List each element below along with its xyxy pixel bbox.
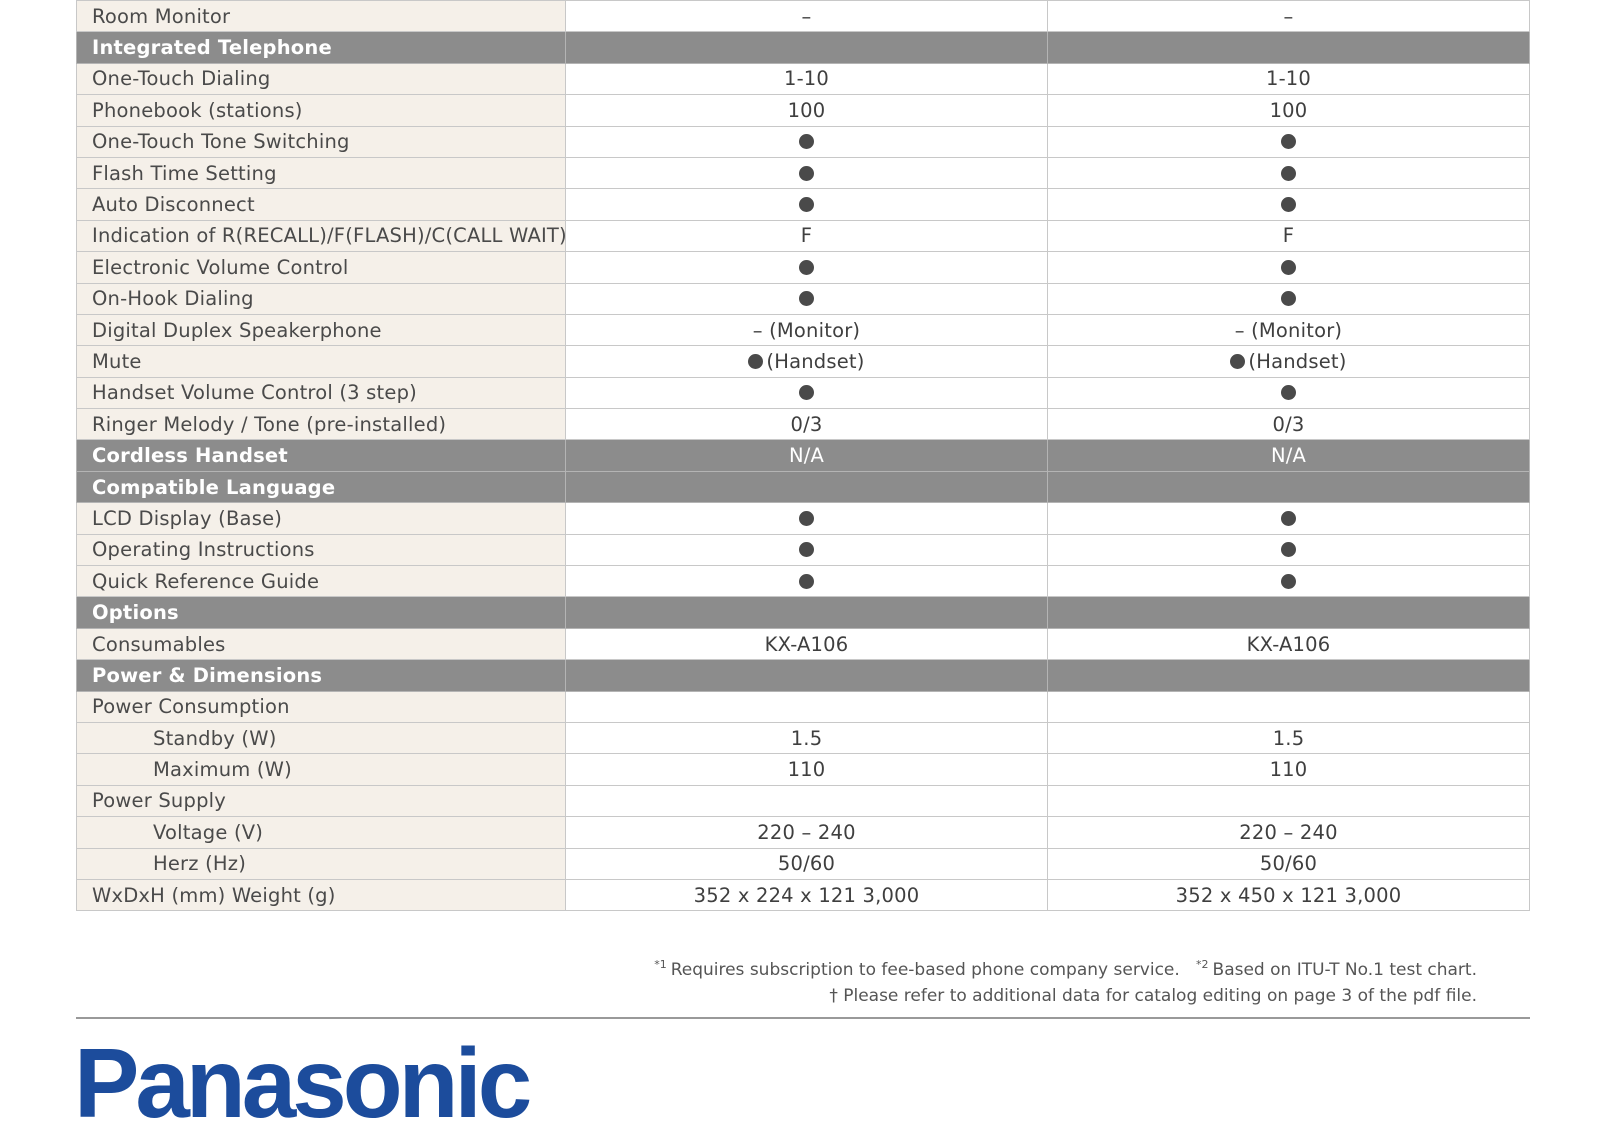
row-label: Room Monitor [77,1,566,32]
value-cell-model-1 [566,534,1048,565]
value-cell-model-1: 0/3 [566,409,1048,440]
table-row [77,722,1530,753]
section-title: Cordless Handset [77,440,566,471]
panasonic-logo: Panasonic [74,1028,529,1138]
table-row [77,628,1530,659]
footnote-line-2: † Please refer to additional data for catalog editing on page 3 of the pdf file. [829,986,1477,1006]
value-cell-model-2 [1048,691,1530,722]
value-cell-model-2 [1048,534,1530,565]
filled-dot-icon [799,291,814,306]
section-title: Compatible Language [77,471,566,502]
section-header-row [77,660,1530,691]
row-label: Ringer Melody / Tone (pre-installed) [77,409,566,440]
value-cell-model-2 [1048,346,1530,377]
value-cell-model-1: KX-A106 [566,628,1048,659]
value-cell-model-1 [566,471,1048,502]
row-label: WxDxH (mm) Weight (g) [77,879,566,910]
value-cell-model-1: N/A [566,440,1048,471]
value-cell-model-2: KX-A106 [1048,628,1530,659]
filled-dot-icon [1281,134,1296,149]
value-cell-model-1: 50/60 [566,848,1048,879]
value-cell-model-1: 1-10 [566,63,1048,94]
table-row [77,566,1530,597]
filled-dot-icon [799,542,814,557]
footer-divider [76,1017,1530,1019]
row-label: Handset Volume Control (3 step) [77,377,566,408]
value-cell-model-1: 100 [566,95,1048,126]
table-row [77,126,1530,157]
value-cell-model-2 [1048,503,1530,534]
footnote-marker-2: *2 [1196,958,1209,971]
filled-dot-icon [748,354,763,369]
section-header-row [77,597,1530,628]
value-cell-model-1 [566,189,1048,220]
value-cell-model-1 [566,32,1048,63]
row-label: One-Touch Dialing [77,63,566,94]
filled-dot-icon [799,197,814,212]
table-row [77,754,1530,785]
value-note: (Handset) [1248,349,1347,373]
table-row [77,817,1530,848]
value-cell-model-1: F [566,220,1048,251]
table-row [77,534,1530,565]
value-cell-model-2 [1048,597,1530,628]
value-cell-model-2 [1048,252,1530,283]
table-row [77,879,1530,910]
value-cell-model-2 [1048,471,1530,502]
row-label: Electronic Volume Control [77,252,566,283]
value-cell-model-2: 50/60 [1048,848,1530,879]
filled-dot-icon [1281,197,1296,212]
value-cell-model-1 [566,691,1048,722]
filled-dot-icon [799,166,814,181]
table-row [77,848,1530,879]
table-row [77,95,1530,126]
table-row [77,314,1530,345]
filled-dot-icon [799,511,814,526]
row-label: Operating Instructions [77,534,566,565]
filled-dot-icon [1281,511,1296,526]
spec-table [76,0,1530,911]
filled-dot-icon [1281,260,1296,275]
value-cell-model-2: – [1048,1,1530,32]
row-label: LCD Display (Base) [77,503,566,534]
table-row [77,220,1530,251]
spec-table-body [77,1,1530,911]
filled-dot-icon [1281,291,1296,306]
row-label: Power Supply [77,785,566,816]
filled-dot-icon [799,574,814,589]
footnote-line-1 [654,952,1477,983]
section-header-row [77,440,1530,471]
row-label: Maximum (W) [77,754,566,785]
table-row [77,409,1530,440]
row-label: Voltage (V) [77,817,566,848]
table-row [77,283,1530,314]
value-cell-model-2: 220 – 240 [1048,817,1530,848]
value-cell-model-2: 1-10 [1048,63,1530,94]
row-label: Flash Time Setting [77,157,566,188]
value-cell-model-1 [566,283,1048,314]
filled-dot-icon [1281,166,1296,181]
table-row [77,377,1530,408]
value-cell-model-2 [1048,157,1530,188]
filled-dot-icon [799,385,814,400]
row-label: Indication of R(RECALL)/F(FLASH)/C(CALL WAIT) [77,220,566,251]
value-cell-model-1 [566,785,1048,816]
value-cell-model-1 [566,503,1048,534]
value-cell-model-2 [1048,785,1530,816]
value-cell-model-1 [566,566,1048,597]
row-label: On-Hook Dialing [77,283,566,314]
value-cell-model-1: – (Monitor) [566,314,1048,345]
filled-dot-icon [1281,574,1296,589]
section-title: Options [77,597,566,628]
footnote-marker-1: *1 [654,958,667,971]
row-label: Power Consumption [77,691,566,722]
value-cell-model-2: 110 [1048,754,1530,785]
section-title: Integrated Telephone [77,32,566,63]
value-cell-model-2: 352 x 450 x 121 3,000 [1048,879,1530,910]
value-cell-model-2 [1048,189,1530,220]
table-row [77,63,1530,94]
value-cell-model-1: 220 – 240 [566,817,1048,848]
value-cell-model-1: 352 x 224 x 121 3,000 [566,879,1048,910]
table-row [77,503,1530,534]
filled-dot-icon [799,260,814,275]
filled-dot-icon [799,134,814,149]
value-cell-model-1 [566,126,1048,157]
row-label: Phonebook (stations) [77,95,566,126]
value-cell-model-1 [566,252,1048,283]
section-title: Power & Dimensions [77,660,566,691]
row-label: Mute [77,346,566,377]
row-label: Herz (Hz) [77,848,566,879]
value-cell-model-2 [1048,660,1530,691]
filled-dot-icon [1281,542,1296,557]
footnotes [654,952,1477,1009]
value-cell-model-1 [566,660,1048,691]
value-cell-model-2: 0/3 [1048,409,1530,440]
value-cell-model-2 [1048,283,1530,314]
section-header-row [77,32,1530,63]
row-label: Digital Duplex Speakerphone [77,314,566,345]
value-cell-model-1: 1.5 [566,722,1048,753]
value-cell-model-2: – (Monitor) [1048,314,1530,345]
value-cell-model-1: 110 [566,754,1048,785]
footnote-1: Requires subscription to fee-based phone company service. [670,960,1180,980]
value-cell-model-1 [566,377,1048,408]
section-header-row [77,471,1530,502]
value-cell-model-2 [1048,377,1530,408]
value-cell-model-2 [1048,126,1530,157]
row-label: Consumables [77,628,566,659]
value-note: (Handset) [766,349,865,373]
value-cell-model-2: N/A [1048,440,1530,471]
row-label: One-Touch Tone Switching [77,126,566,157]
table-row [77,691,1530,722]
table-row [77,785,1530,816]
filled-dot-icon [1281,385,1296,400]
table-row [77,1,1530,32]
footnote-2: Based on ITU-T No.1 test chart. [1212,960,1477,980]
value-cell-model-1 [566,157,1048,188]
value-cell-model-1 [566,346,1048,377]
table-row [77,157,1530,188]
value-cell-model-2 [1048,32,1530,63]
row-label: Auto Disconnect [77,189,566,220]
table-row [77,346,1530,377]
value-cell-model-2: 100 [1048,95,1530,126]
value-cell-model-2: 1.5 [1048,722,1530,753]
filled-dot-icon [1230,354,1245,369]
value-cell-model-1: – [566,1,1048,32]
table-row [77,252,1530,283]
row-label: Standby (W) [77,722,566,753]
value-cell-model-2: F [1048,220,1530,251]
value-cell-model-2 [1048,566,1530,597]
row-label: Quick Reference Guide [77,566,566,597]
table-row [77,189,1530,220]
value-cell-model-1 [566,597,1048,628]
